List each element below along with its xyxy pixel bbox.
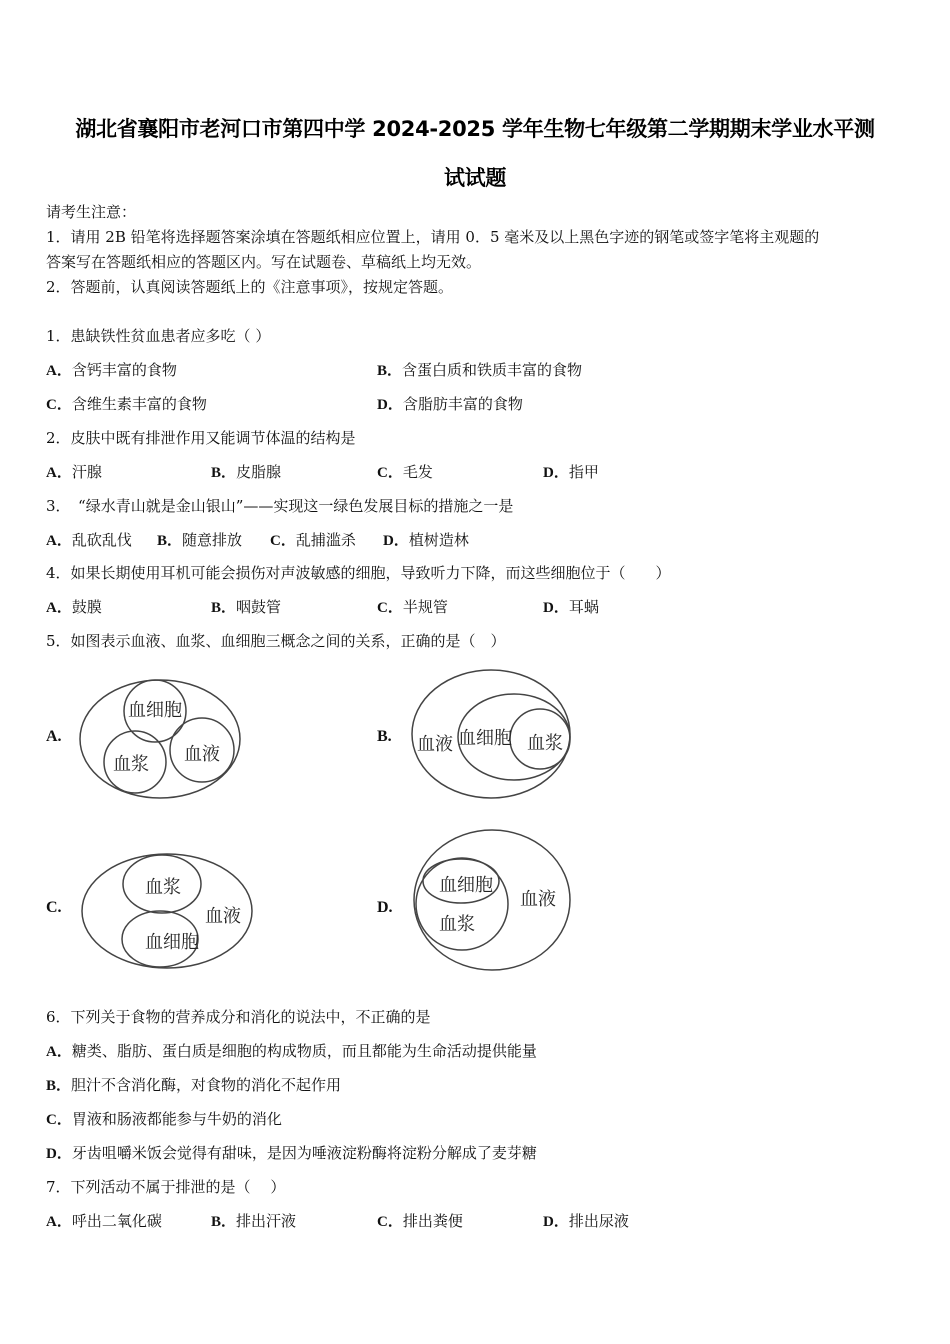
option-letter: C． — [377, 600, 403, 616]
option-text: 排出粪便 — [402, 1212, 463, 1230]
label-blood: 血液 — [184, 744, 220, 765]
option-letter: B． — [46, 1078, 72, 1094]
option-text: 含钙丰富的食物 — [71, 361, 177, 379]
question-stem: 6．下列关于食物的营养成分和消化的说法中，不正确的是 — [46, 1008, 431, 1026]
option-a[interactable] — [46, 1041, 537, 1062]
notice-item: 2．答题前，认真阅读答题纸上的《注意事项》，按规定答题。 — [46, 278, 454, 296]
label-plasma: 血浆 — [113, 754, 149, 775]
label-plasma: 血浆 — [527, 733, 563, 754]
label-blood-cell: 血细胞 — [128, 700, 182, 721]
option-letter: B． — [211, 1214, 237, 1230]
option-d[interactable]: D. — [377, 899, 393, 916]
option-letter: C． — [46, 1112, 72, 1128]
question-stem: 3． “绿水青山就是金山银山”——实现这一绿色发展目标的措施之一是 — [46, 497, 514, 515]
option-letter: D． — [543, 600, 569, 616]
question-stem: 5．如图表示血液、血浆、血细胞三概念之间的关系，正确的是（ ） — [46, 632, 506, 650]
option-text: 皮脂腺 — [236, 463, 282, 481]
label-blood: 血液 — [520, 889, 556, 910]
option-text: 植树造林 — [408, 531, 469, 549]
diagram-a[interactable] — [80, 680, 240, 798]
option-text: 乱砍乱伐 — [71, 531, 132, 549]
option-a[interactable]: A. — [46, 728, 62, 745]
option-text: 排出汗液 — [236, 1212, 297, 1230]
option-a[interactable] — [46, 1211, 162, 1232]
option-letter: D． — [377, 397, 403, 413]
option-d[interactable] — [543, 1211, 629, 1232]
option-b[interactable]: B. — [377, 728, 392, 745]
notice-item: 1．请用 2B 铅笔将选择题答案涂填在答题纸相应位置上，请用 0．5 毫米及以上黑色字迹的钢笔或签字笔将主观题的 — [46, 228, 820, 246]
question-stem: 1．患缺铁性贫血患者应多吃（ ） — [46, 327, 271, 345]
question-stem: 7．下列活动不属于排泄的是（ ） — [46, 1178, 286, 1196]
option-text: 排出尿液 — [568, 1212, 629, 1230]
option-text: 含脂肪丰富的食物 — [402, 395, 523, 413]
option-text: 含维生素丰富的食物 — [71, 395, 207, 413]
option-letter: B． — [377, 363, 403, 379]
option-b[interactable] — [211, 1211, 296, 1232]
option-c[interactable] — [46, 1109, 282, 1130]
option-b[interactable] — [46, 1075, 341, 1096]
option-text: 胃液和肠液都能参与牛奶的消化 — [71, 1110, 282, 1128]
option-text: 半规管 — [402, 598, 448, 616]
page-title: 湖北省襄阳市老河口市第四中学 2024-2025 学年生物七年级第二学期期末学业水平测 — [75, 117, 875, 141]
option-text: 乱捕滥杀 — [295, 531, 356, 549]
option-text: 耳蜗 — [568, 598, 599, 616]
option-letter: A． — [46, 1214, 72, 1230]
option-letter: D． — [383, 533, 409, 549]
option-letter: A． — [46, 465, 72, 481]
question-stem: 4．如果长期使用耳机可能会损伤对声波敏感的细胞，导致听力下降，而这些细胞位于（ ） — [46, 564, 671, 582]
option-text: 牙齿咀嚼米饭会觉得有甜味，是因为唾液淀粉酶将淀粉分解成了麦芽糖 — [71, 1144, 537, 1162]
label-plasma: 血浆 — [439, 914, 475, 935]
option-text: 呼出二氧化碳 — [71, 1212, 162, 1230]
option-text: 汗腺 — [71, 463, 102, 481]
option-letter: A． — [46, 600, 72, 616]
option-letter: D． — [543, 465, 569, 481]
option-text: 糖类、脂肪、蛋白质是细胞的构成物质，而且都能为生命活动提供能量 — [71, 1042, 537, 1060]
notice-heading: 请考生注意： — [46, 203, 137, 221]
option-letter: D． — [46, 1146, 72, 1162]
label-blood-cell: 血细胞 — [439, 875, 493, 896]
option-letter: C． — [377, 465, 403, 481]
option-letter: A． — [46, 363, 72, 379]
option-text: 含蛋白质和铁质丰富的食物 — [402, 361, 583, 379]
option-letter: C． — [46, 397, 72, 413]
option-letter: C． — [270, 533, 296, 549]
question-stem: 2．皮肤中既有排泄作用又能调节体温的结构是 — [46, 429, 356, 447]
option-text: 胆汁不含消化酶，对食物的消化不起作用 — [71, 1076, 342, 1094]
option-text: 鼓膜 — [71, 598, 102, 616]
label-plasma: 血浆 — [145, 877, 181, 898]
option-letter: C． — [377, 1214, 403, 1230]
option-text: 随意排放 — [182, 531, 243, 549]
notice-item: 答案写在答题纸相应的答题区内。写在试题卷、草稿纸上均无效。 — [46, 253, 482, 271]
label-blood: 血液 — [417, 734, 453, 755]
option-c[interactable] — [377, 1211, 463, 1232]
option-text: 指甲 — [568, 463, 599, 481]
page-title-continued: 试试题 — [443, 166, 507, 190]
option-text: 毛发 — [402, 463, 433, 481]
option-d[interactable] — [46, 1143, 537, 1164]
option-letter: A． — [46, 533, 72, 549]
option-letter: B． — [211, 600, 237, 616]
option-letter: D． — [543, 1214, 569, 1230]
label-blood-cell: 血细胞 — [458, 728, 512, 749]
label-blood-cell: 血细胞 — [145, 932, 199, 953]
option-c[interactable]: C. — [46, 899, 62, 916]
option-letter: B． — [211, 465, 237, 481]
option-letter: B． — [157, 533, 183, 549]
option-text: 咽鼓管 — [236, 598, 282, 616]
label-blood: 血液 — [205, 906, 241, 927]
option-letter: A． — [46, 1044, 72, 1060]
